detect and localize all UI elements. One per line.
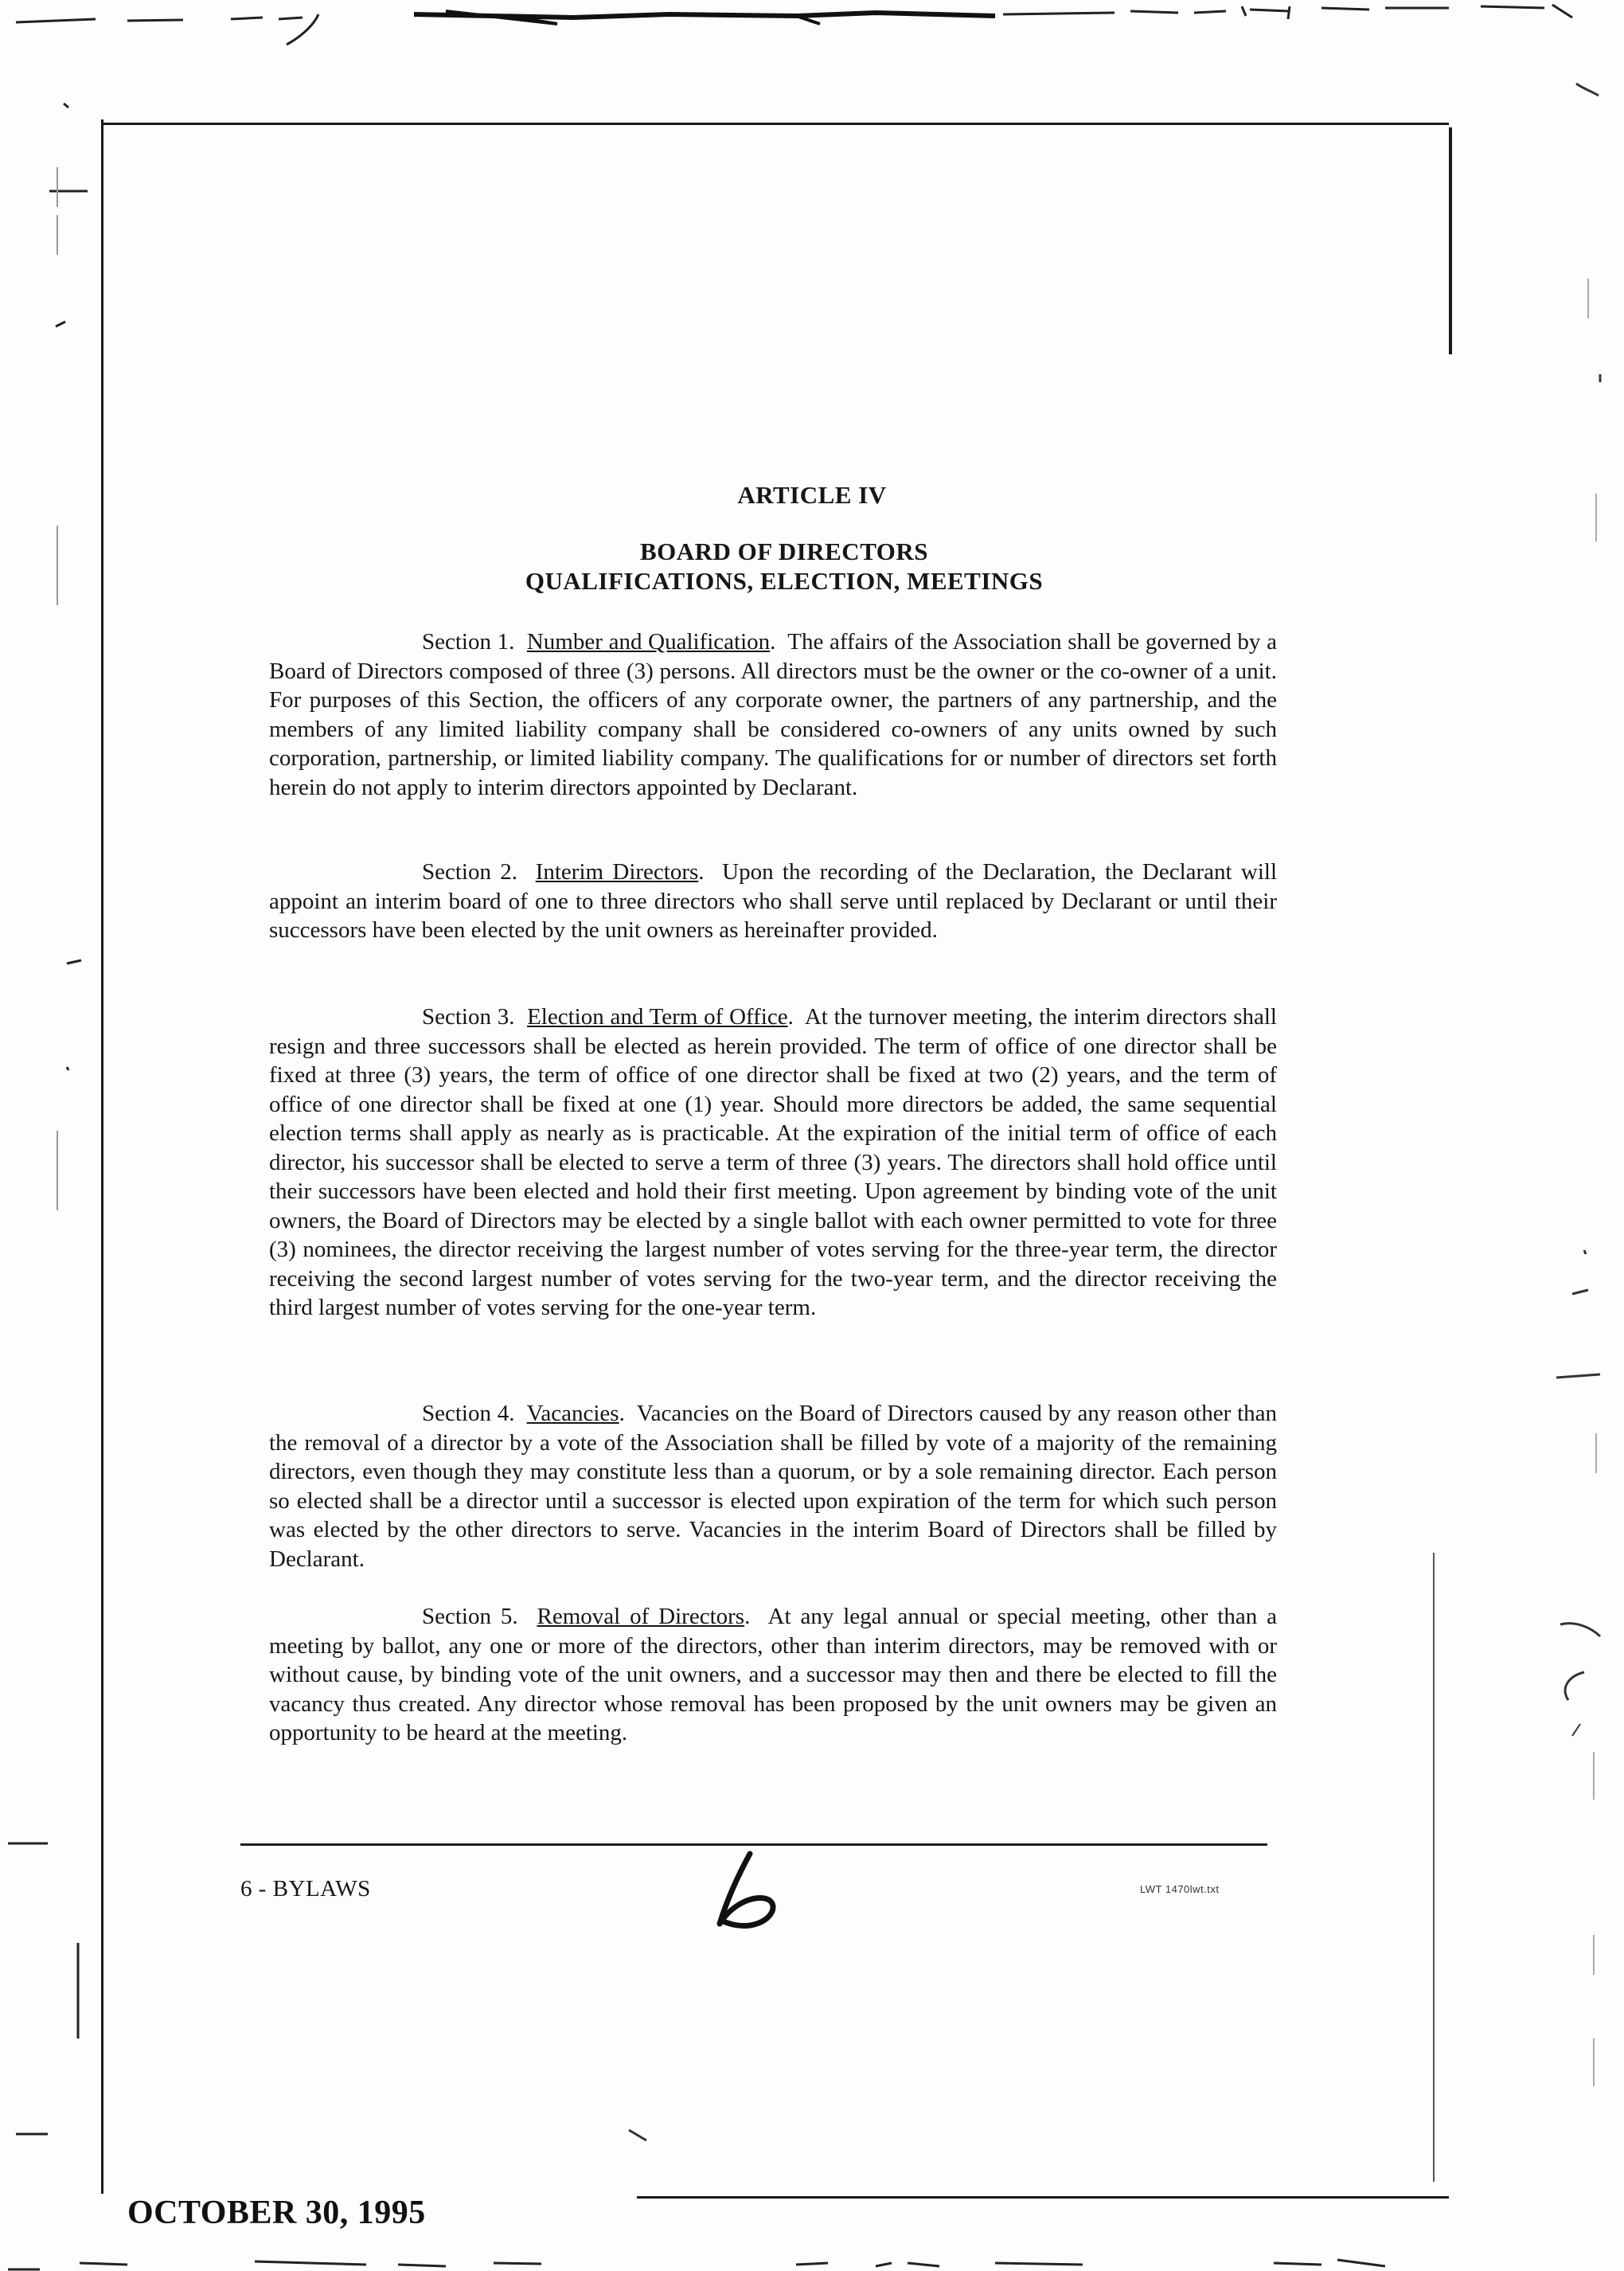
handwritten-page-number — [701, 1847, 788, 1935]
section-label: Section 3. — [422, 1004, 515, 1030]
scan-top-edge-marks — [0, 0, 1624, 56]
section-label: Section 2. — [422, 859, 518, 885]
section-2-interim-directors: Section 2. Interim Directors. Upon the recording of the Declaration, the Declarant will appoint an interim board of one to three directors who shall serve until replaced by Declarant or until their successors have been elected by the unit owners as hereinafter provided. — [269, 859, 1278, 943]
top-border-line — [102, 123, 1449, 125]
section-5-removal-of-directors: Section 5. Removal of Directors. At any legal annual or special meeting, other than a meeting by ballot, any one or more of the directors, other than interim directors, may be removed with or without cause, by binding vote of the unit owners, and a successor may then and there be elected to fill the vacancy thus created. Any director whose removal has been proposed by the unit owners may be given an opportunity to be heard at the meeting. — [269, 1604, 1277, 1745]
section-heading: Interim Directors — [535, 859, 699, 885]
board-title-line-2: QUALIFICATIONS, ELECTION, MEETINGS — [525, 567, 1044, 595]
section-heading: Vacancies — [526, 1401, 619, 1426]
footer-page-label: 6 - BYLAWS — [240, 1876, 371, 1902]
date-stamp: OCTOBER 30, 1995 — [127, 2195, 426, 2231]
footer-rule — [240, 1843, 1267, 1846]
article-title: ARTICLE IV — [737, 481, 887, 509]
section-body: The affairs of the Association shall be governed by a Board of Directors composed of three (3) persons. All directors must be the owner or the co-owner of a unit. For purposes of this Section, the officers of any corporate owner, the partners of any partnership, and the members of any limited liability company shall be considered co-owners of any units owned by such corporation, partnership, or limited liability company. The qualifications for or number of directors set forth herein do not apply to interim directors appointed by Declarant. — [269, 629, 1277, 800]
section-heading: Number and Qualification — [526, 629, 771, 655]
right-lower-border-line — [1433, 1553, 1435, 2182]
bottom-border-line — [637, 2196, 1449, 2199]
board-title — [0, 537, 1568, 596]
section-4-vacancies: Section 4. Vacancies. Vacancies on the Board of Directors caused by any reason other than the removal of a director by a vote of the Association shall be filled by vote of a majority of the remaining directors, even though they may constitute less than a quorum, or by a sole remaining director. Each person so elected shall be a director until a successor is elected upon expiration of the term for which such person was elected by the other directors to serve. Vacancies in the interim Board of Directors shall be filled by Declarant. — [269, 1401, 1278, 1572]
section-1-number-and-qualification: Section 1. Number and Qualification. The affairs of the Association shall be governed by a Board of Directors composed of three (3) persons. All directors must be the owner or the co-owner of a unit. For purposes of this Section, the officers of any corporate owner, the partners of any partnership, and the members of any limited liability company shall be considered co-owners of any units owned by such corporation, partnership, or limited liability company. The qualifications for or number of directors set forth herein do not apply to interim directors appointed by Declarant. — [269, 629, 1277, 800]
board-title-line-1: BOARD OF DIRECTORS — [639, 537, 929, 565]
section-heading: Removal of Directors — [537, 1604, 745, 1629]
section-body: At any legal annual or special meeting, other than a meeting by ballot, any one or more of the directors, other than interim directors, may be removed with or without cause, by binding vote of the unit owners, and a successor may then and there be elected to fill the vacancy thus created. Any director whose removal has been proposed by the unit owners may be given an opportunity to be heard at the meeting. — [269, 1604, 1277, 1745]
section-3-election-and-term-of-office: Section 3. Election and Term of Office. At the turnover meeting, the interim directors shall resign and three successors shall be elected as herein provided. The term of office of one director shall be fixed at three (3) years, the term of office of one director shall be fixed at two (2) years, and the term of office of one director shall be fixed at one (1) year. Should more directors be added, the same sequential election terms shall apply as nearly as is practicable. At the expiration of the initial term of office of each director, his successor shall be elected to serve a term of three (3) years. The directors shall hold office until their successors have been elected and hold their first meeting. Upon agreement by binding vote of the unit owners, the Board of Directors may be elected by a single ballot with each owner permitted to vote for three (3) nominees, the director receiving the largest number of votes serving for the three-year term, the director receiving the second largest number of votes serving for the two-year term, and the director receiving the third largest number of votes serving for the one-year term. — [269, 1004, 1277, 1320]
left-border-line — [101, 119, 103, 2194]
section-label: Section 5. — [422, 1604, 518, 1629]
section-body: At the turnover meeting, the interim directors shall resign and three successors shall be elected as herein provided. The term of office of one director shall be fixed at three (3) years, the term of office of one director shall be fixed at two (2) years, and the term of office of one director shall be fixed at one (1) year. Should more directors be added, the same sequential election terms shall apply as nearly as is practicable. At the expiration of the initial term of office of each director, his successor shall be elected to serve a term of three (3) years. The directors shall hold office until their successors have been elected and hold their first meeting. Upon agreement by binding vote of the unit owners, the Board of Directors may be elected by a single ballot with each owner permitted to vote for three (3) nominees, the director receiving the largest number of votes serving for the three-year term, the director receiving the second largest number of votes serving for the two-year term, and the director receiving the third largest number of votes serving for the one-year term. — [269, 1004, 1277, 1320]
section-label: Section 1. — [422, 629, 515, 655]
section-label: Section 4. — [422, 1401, 515, 1426]
section-heading: Election and Term of Office — [527, 1004, 788, 1030]
section-body: Vacancies on the Board of Directors caused by any reason other than the removal of a director by a vote of the Association shall be filled by vote of a majority of the remaining directors, even though they may constitute less than a quorum, or by a sole remaining director. Each person so elected shall be a director until a successor is elected upon expiration of the term for which such person was elected by the other directors to serve. Vacancies in the interim Board of Directors shall be filled by Declarant. — [269, 1401, 1278, 1572]
section-body: Upon the recording of the Declaration, the Declarant will appoint an interim board of one to three directors who shall serve until replaced by Declarant or until their successors have been elected by the unit owners as hereinafter provided. — [269, 859, 1278, 943]
right-border-line — [1449, 127, 1452, 354]
footer-document-code: LWT 1470lwt.txt — [1140, 1883, 1220, 1895]
